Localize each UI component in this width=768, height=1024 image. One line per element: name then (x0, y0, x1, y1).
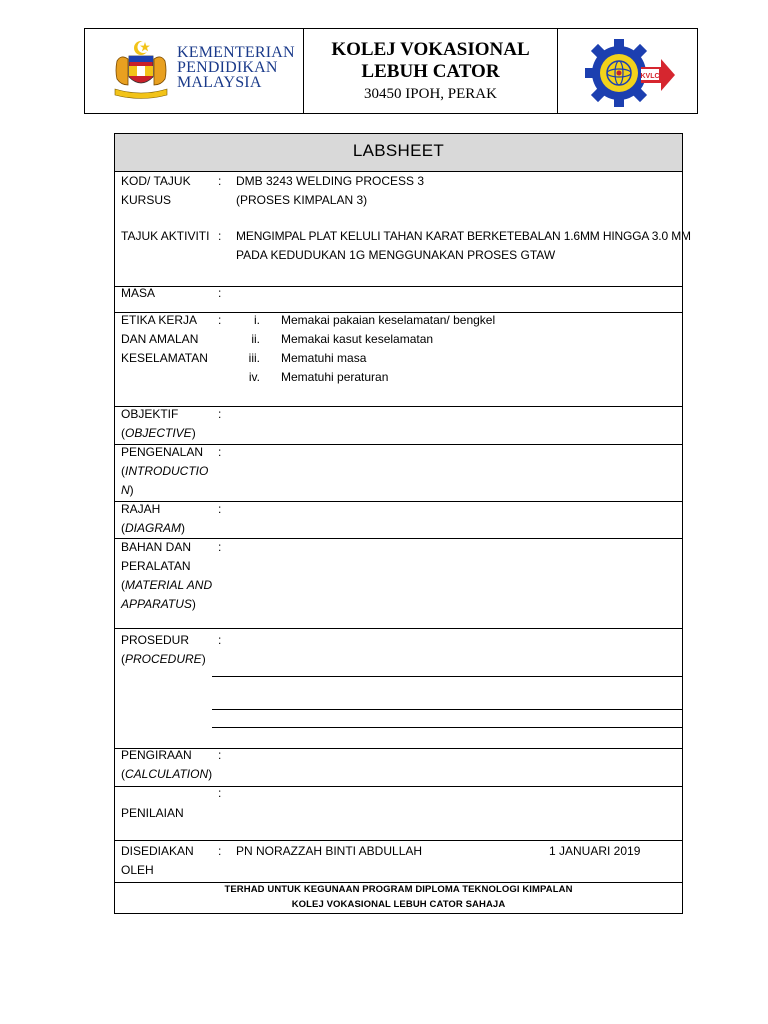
colon: : (218, 844, 222, 858)
ethics-label: KESELAMATAN (121, 351, 208, 365)
prepared-by-label: OLEH (121, 863, 154, 877)
list-item: Mematuhi peraturan (281, 370, 389, 384)
colon: : (218, 229, 222, 243)
ministry-name-line: MALAYSIA (177, 74, 262, 91)
time-label: MASA (121, 286, 156, 300)
calculation-en-text: CALCULATION (125, 767, 209, 781)
ministry-name-line: KEMENTERIAN (177, 44, 295, 61)
row-divider (115, 748, 682, 749)
colon: : (218, 286, 222, 300)
row-divider (115, 286, 682, 287)
procedure-writing-line (212, 676, 683, 677)
colon: : (218, 748, 222, 762)
introduction-label-en: N) (121, 483, 134, 497)
colon: : (218, 502, 222, 516)
activity-title-value: PADA KEDUDUKAN 1G MENGGUNAKAN PROSES GTAW (236, 248, 556, 262)
list-item: Memakai pakaian keselamatan/ bengkel (281, 313, 496, 327)
malaysia-coat-of-arms-icon (111, 39, 171, 101)
row-divider (115, 628, 682, 629)
list-item-number: iii. (248, 351, 260, 365)
colon: : (218, 407, 222, 421)
procedure-writing-line (212, 709, 683, 710)
document-header (84, 28, 698, 114)
diagram-en-text: DIAGRAM (125, 521, 182, 535)
procedure-writing-line (212, 727, 683, 728)
introduction-en-text: INTRODUCTIO (125, 464, 209, 478)
colon: : (218, 540, 222, 554)
objective-en-text: OBJECTIVE (125, 426, 192, 440)
kvlc-logo-icon (581, 33, 677, 111)
row-divider (115, 840, 682, 841)
materials-label: PERALATAN (121, 559, 191, 573)
kvlc-badge-text: KVLC (640, 73, 660, 80)
row-divider (115, 786, 682, 787)
colon: : (218, 313, 222, 327)
college-name-block (304, 39, 557, 104)
course-code-label: KURSUS (121, 193, 172, 207)
prepared-by-label: DISEDIAKAN (121, 844, 194, 858)
prepared-by-name: PN NORAZZAH BINTI ABDULLAH (236, 844, 423, 858)
colon: : (218, 445, 222, 459)
ministry-name (177, 45, 295, 90)
list-item: Memakai kasut keselamatan (281, 332, 434, 346)
list-item-number: ii. (251, 332, 260, 346)
restriction-notice: TERHAD UNTUK KEGUNAAN PROGRAM DIPLOMA TEKNOLOGI KIMPALAN (224, 884, 573, 895)
diagram-label-en: (DIAGRAM) (121, 521, 186, 535)
colon: : (218, 633, 222, 647)
labsheet-title-band (115, 134, 682, 172)
introduction-label: PENGENALAN (121, 445, 204, 459)
row-divider (115, 538, 682, 539)
procedure-label-en: (PROCEDURE) (121, 652, 206, 666)
college-name: KOLEJ VOKASIONAL (331, 39, 530, 60)
course-code-value: DMB 3243 WELDING PROCESS 3 (236, 174, 425, 188)
activity-title-label: TAJUK AKTIVITI (121, 229, 210, 243)
materials-en-text: MATERIAL AND (125, 578, 213, 592)
ministry-logo-block (111, 37, 301, 107)
colon: : (218, 786, 222, 800)
labsheet-table (114, 133, 691, 914)
assessment-label: PENILAIAN (121, 806, 184, 820)
row-divider (115, 406, 682, 407)
procedure-en-text: PROCEDURE (125, 652, 202, 666)
list-item: Mematuhi masa (281, 351, 367, 365)
calculation-label-en: (CALCULATION) (121, 767, 213, 781)
ethics-label: ETIKA KERJA (121, 313, 198, 327)
prepared-date: 1 JANUARI 2019 (549, 844, 641, 858)
row-divider (115, 501, 682, 502)
college-campus: LEBUH CATOR (361, 61, 500, 82)
college-address: 30450 IPOH, PERAK (364, 86, 497, 102)
activity-title-value: MENGIMPAL PLAT KELULI TAHAN KARAT BERKETEBALAN 1.6MM HINGGA 3.0 MM (236, 229, 691, 243)
procedure-label: PROSEDUR (121, 633, 190, 647)
diagram-label: RAJAH (121, 502, 161, 516)
calculation-label: PENGIRAAN (121, 748, 192, 762)
colon: : (218, 174, 222, 188)
restriction-notice: KOLEJ VOKASIONAL LEBUH CATOR SAHAJA (291, 899, 506, 910)
materials-label-en: APPARATUS) (121, 597, 196, 611)
ministry-name-line: PENDIDIKAN (177, 59, 278, 76)
introduction-label-en: (INTRODUCTIO (121, 464, 209, 478)
course-name-value: (PROSES KIMPALAN 3) (236, 193, 368, 207)
labsheet-title: LABSHEET (352, 141, 445, 160)
materials-label-en: (MATERIAL AND (121, 578, 213, 592)
materials-en-text: APPARATUS (121, 597, 192, 611)
materials-label: BAHAN DAN (121, 540, 192, 554)
course-code-label: KOD/ TAJUK (121, 174, 191, 188)
objective-label-en: (OBJECTIVE) (121, 426, 196, 440)
introduction-en-text: N (121, 483, 130, 497)
objective-label: OBJEKTIF (121, 407, 179, 421)
list-item-number: i. (254, 313, 260, 327)
ethics-label: DAN AMALAN (121, 332, 199, 346)
list-item-number: iv. (248, 370, 260, 384)
header-divider (557, 29, 558, 113)
